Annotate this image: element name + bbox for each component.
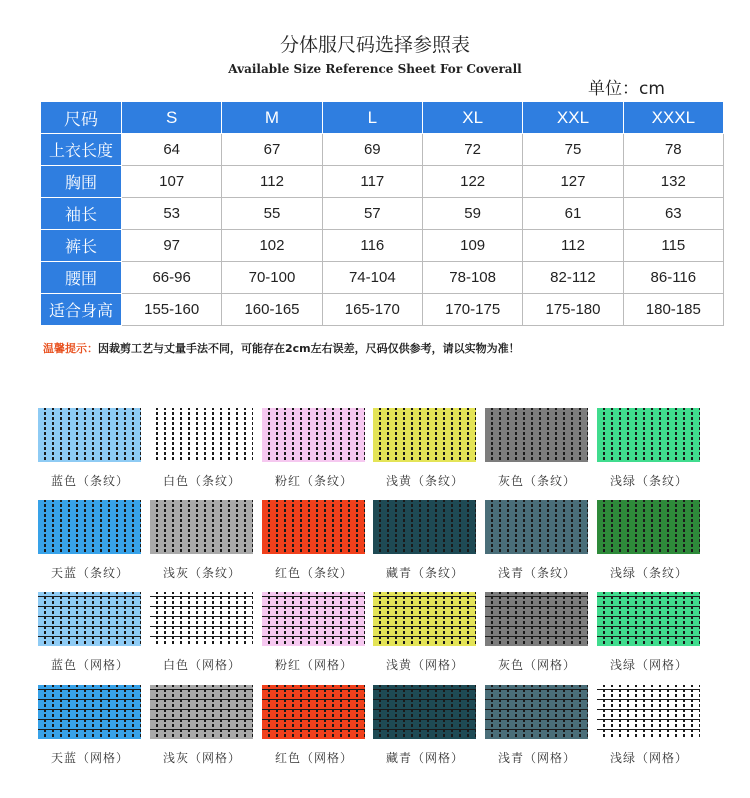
value-cell: 78-108 xyxy=(422,262,522,294)
value-cell: 86-116 xyxy=(623,262,723,294)
swatch-label: 藏青（网格） xyxy=(385,751,464,765)
unit-label: 单位：cm xyxy=(588,79,665,99)
fabric-swatch xyxy=(150,592,253,646)
fabric-swatch xyxy=(150,685,253,739)
header-cell: XXXL xyxy=(623,102,723,134)
value-cell: 109 xyxy=(422,230,522,262)
swatch-label: 浅青（条纹） xyxy=(497,566,576,580)
table-row xyxy=(41,198,724,230)
swatch-label: 粉红（网格） xyxy=(274,658,353,672)
fabric-swatch xyxy=(597,500,700,554)
value-cell: 112 xyxy=(523,230,623,262)
fabric-swatch xyxy=(373,685,476,739)
header-cell: 尺码 xyxy=(41,102,122,134)
header-cell: XL xyxy=(422,102,522,134)
value-cell: 59 xyxy=(422,198,522,230)
fabric-swatch xyxy=(373,408,476,462)
value-cell: 66-96 xyxy=(122,262,222,294)
swatch-label: 天蓝（条纹） xyxy=(50,566,129,580)
swatch-label: 浅黄（条纹） xyxy=(385,474,464,488)
fabric-swatch xyxy=(38,685,141,739)
swatch-label: 灰色（条纹） xyxy=(497,474,576,488)
value-cell: 57 xyxy=(322,198,422,230)
fabric-swatch xyxy=(262,408,365,462)
value-cell: 53 xyxy=(122,198,222,230)
swatch-label: 浅灰（条纹） xyxy=(162,566,241,580)
header-cell: L xyxy=(322,102,422,134)
swatch-label: 白色（网格） xyxy=(162,658,241,672)
header-cell: M xyxy=(222,102,322,134)
swatch-label: 浅灰（网格） xyxy=(162,751,241,765)
swatch-label: 天蓝（网格） xyxy=(50,751,129,765)
size-table xyxy=(40,101,724,326)
swatch-label: 蓝色（条纹） xyxy=(50,474,129,488)
row-header-cell: 袖长 xyxy=(41,198,122,230)
fabric-swatch xyxy=(597,592,700,646)
row-header-cell: 胸围 xyxy=(41,166,122,198)
fabric-swatch xyxy=(38,500,141,554)
value-cell: 78 xyxy=(623,134,723,166)
page-subtitle: Available Size Reference Sheet For Coverall xyxy=(228,62,522,76)
value-cell: 175-180 xyxy=(523,294,623,326)
value-cell: 112 xyxy=(222,166,322,198)
value-cell: 115 xyxy=(623,230,723,262)
table-row xyxy=(41,262,724,294)
value-cell: 72 xyxy=(422,134,522,166)
value-cell: 165-170 xyxy=(322,294,422,326)
fabric-swatch xyxy=(150,500,253,554)
value-cell: 67 xyxy=(222,134,322,166)
swatch-label: 浅绿（条纹） xyxy=(609,566,688,580)
value-cell: 55 xyxy=(222,198,322,230)
fabric-swatch xyxy=(485,685,588,739)
table-row xyxy=(41,294,724,326)
fabric-swatch xyxy=(38,592,141,646)
table-header-row xyxy=(41,102,724,134)
swatch-label: 红色（网格） xyxy=(274,751,353,765)
swatch-label: 蓝色（网格） xyxy=(50,658,129,672)
swatch-label: 浅黄（网格） xyxy=(385,658,464,672)
swatch-label: 白色（条纹） xyxy=(162,474,241,488)
header-cell: S xyxy=(122,102,222,134)
value-cell: 97 xyxy=(122,230,222,262)
swatch-label: 灰色（网格） xyxy=(497,658,576,672)
value-cell: 170-175 xyxy=(422,294,522,326)
value-cell: 74-104 xyxy=(322,262,422,294)
fabric-swatch xyxy=(262,592,365,646)
value-cell: 117 xyxy=(322,166,422,198)
fabric-swatch xyxy=(373,500,476,554)
row-header-cell: 腰围 xyxy=(41,262,122,294)
fabric-swatch xyxy=(150,408,253,462)
note xyxy=(43,340,520,356)
page-title: 分体服尺码选择参照表 xyxy=(279,34,470,56)
value-cell: 70-100 xyxy=(222,262,322,294)
fabric-swatch xyxy=(373,592,476,646)
table-row xyxy=(41,134,724,166)
value-cell: 107 xyxy=(122,166,222,198)
value-cell: 122 xyxy=(422,166,522,198)
value-cell: 132 xyxy=(623,166,723,198)
table-row xyxy=(41,166,724,198)
swatch-label: 浅绿（网格） xyxy=(609,658,688,672)
swatch-label: 浅绿（网格） xyxy=(609,751,688,765)
value-cell: 82-112 xyxy=(523,262,623,294)
value-cell: 63 xyxy=(623,198,723,230)
row-header-cell: 上衣长度 xyxy=(41,134,122,166)
fabric-swatch xyxy=(485,408,588,462)
fabric-swatch xyxy=(485,500,588,554)
value-cell: 116 xyxy=(322,230,422,262)
swatch-label: 藏青（条纹） xyxy=(385,566,464,580)
swatch-label: 浅绿（条纹） xyxy=(609,474,688,488)
fabric-swatch xyxy=(262,500,365,554)
value-cell: 155-160 xyxy=(122,294,222,326)
swatch-label: 粉红（条纹） xyxy=(274,474,353,488)
value-cell: 180-185 xyxy=(623,294,723,326)
fabric-swatch xyxy=(485,592,588,646)
row-header-cell: 适合身高 xyxy=(41,294,122,326)
header-cell: XXL xyxy=(523,102,623,134)
value-cell: 69 xyxy=(322,134,422,166)
swatch-label: 浅青（网格） xyxy=(497,751,576,765)
value-cell: 160-165 xyxy=(222,294,322,326)
fabric-swatch xyxy=(597,685,700,739)
value-cell: 127 xyxy=(523,166,623,198)
value-cell: 75 xyxy=(523,134,623,166)
swatch-label: 红色（条纹） xyxy=(274,566,353,580)
note-text: 因裁剪工艺与丈量手法不同，可能存在2cm左右误差，尺码仅供参考，请以实物为准！ xyxy=(98,342,520,355)
note-warning: 温馨提示： xyxy=(43,342,98,355)
fabric-swatch xyxy=(38,408,141,462)
table-row xyxy=(41,230,724,262)
fabric-swatch xyxy=(597,408,700,462)
row-header-cell: 裤长 xyxy=(41,230,122,262)
value-cell: 64 xyxy=(122,134,222,166)
value-cell: 61 xyxy=(523,198,623,230)
fabric-swatch xyxy=(262,685,365,739)
value-cell: 102 xyxy=(222,230,322,262)
